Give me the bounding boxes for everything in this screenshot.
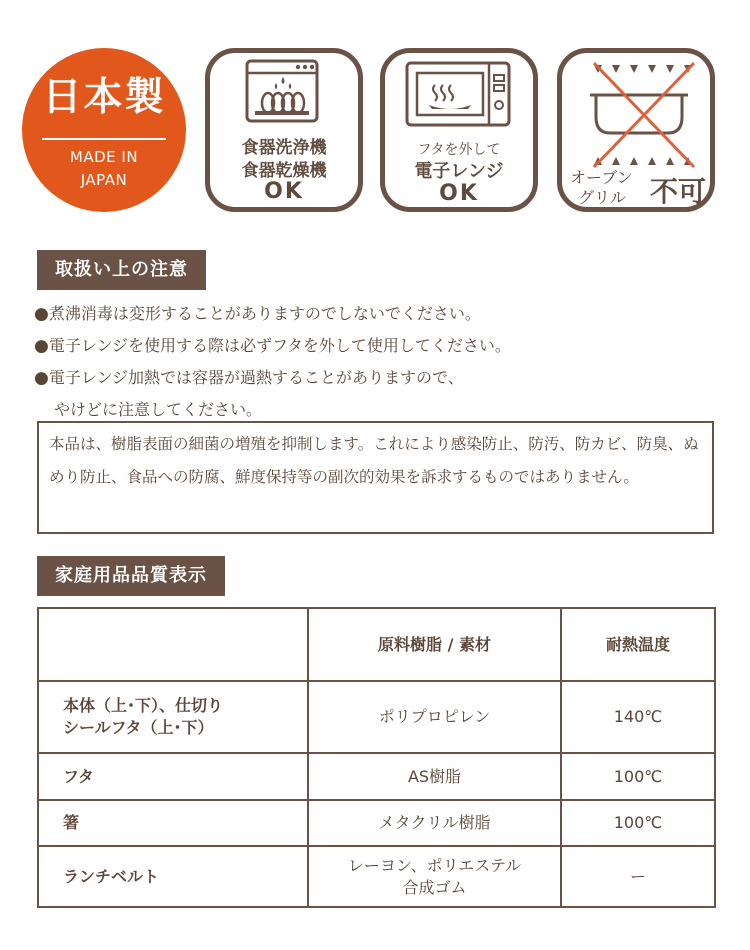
temperature-cell: 140℃ (561, 681, 715, 753)
material-cell (308, 846, 561, 907)
oven-label: オーブン (570, 168, 633, 187)
made-in-japan-kanji: 日本製 (42, 75, 166, 120)
temperature-cell: 100℃ (561, 753, 715, 800)
temperature-cell: 100℃ (561, 800, 715, 846)
cross-mark-icon (594, 63, 694, 167)
microwave-label: 電子レンジ (414, 161, 504, 182)
not-allowed-text: 不可 (650, 175, 707, 208)
material-cell: ポリプロピレン (308, 681, 561, 753)
header-cell-material: 原料樹脂 / 素材 (308, 608, 561, 681)
material-cell: メタクリル樹脂 (308, 800, 561, 846)
bullet: ● (34, 304, 49, 324)
oven-not-allowed-badge (557, 48, 715, 212)
part-line: シールフタ（上･下） (63, 718, 214, 737)
dishwasher-ok-badge (205, 48, 363, 212)
bullet: ● (34, 336, 49, 356)
table-row (38, 846, 715, 907)
made-in-japan-badge (22, 48, 186, 212)
table-row (38, 681, 715, 753)
part-cell (38, 681, 308, 753)
table-row (38, 753, 715, 800)
material-line: レーヨン、ポリエステル (347, 855, 522, 875)
microwave-ok-badge (380, 48, 538, 212)
caution-text: 電子レンジ加熱では容器が過熱することがありますので、 (48, 368, 464, 387)
dishwasher-label-2: 食器乾燥機 (241, 161, 327, 181)
material-line: 合成ゴム (402, 877, 467, 897)
part-cell: フタ (38, 753, 308, 800)
bullet: ● (34, 368, 49, 388)
badge-divider (42, 138, 166, 140)
dishwasher-label-1: 食器洗浄機 (241, 138, 327, 158)
caution-item (34, 298, 734, 330)
quality-heading: 家庭用品品質表示 (37, 556, 225, 596)
microwave-ok-text: OK (439, 181, 479, 206)
caution-item (34, 330, 734, 362)
table-row (38, 800, 715, 846)
microwave-note: フタを外して (417, 142, 501, 158)
header-cell-part (38, 608, 308, 681)
notice-text: 本品は、樹脂表面の細菌の増殖を抑制します。これにより感染防止、防汚、防カビ、防臭、ぬめり防止、食品への防腐、鮮度保持等の副次的効果を訴求するものではありません。 (49, 435, 699, 486)
made-in-japan-text (22, 146, 186, 192)
grill-label: グリル (578, 188, 627, 207)
dishwasher-ok-text: OK (264, 179, 304, 204)
made-in-line2: JAPAN (80, 171, 128, 189)
caution-text: 電子レンジを使用する際は必ずフタを外して使用してください。 (48, 336, 511, 355)
part-line: 本体（上･下）、仕切り (63, 696, 224, 715)
quality-table (37, 607, 716, 908)
material-cell: AS樹脂 (308, 753, 561, 800)
caution-item (34, 362, 734, 394)
part-cell: 箸 (38, 800, 308, 846)
table-header-row (38, 608, 715, 681)
header-cell-heat-resistance: 耐熱温度 (561, 608, 715, 681)
caution-text: 煮沸消毒は変形することがありますのでしないでください。 (48, 304, 481, 323)
temperature-cell: ー (561, 846, 715, 907)
cautions-heading: 取扱い上の注意 (37, 250, 206, 290)
antibacterial-notice-box (37, 421, 714, 534)
made-in-line1: MADE IN (69, 148, 139, 166)
caution-item-continuation: やけどに注意してください。 (54, 400, 263, 419)
part-cell: ランチベルト (38, 846, 308, 907)
cautions-list (34, 298, 734, 425)
